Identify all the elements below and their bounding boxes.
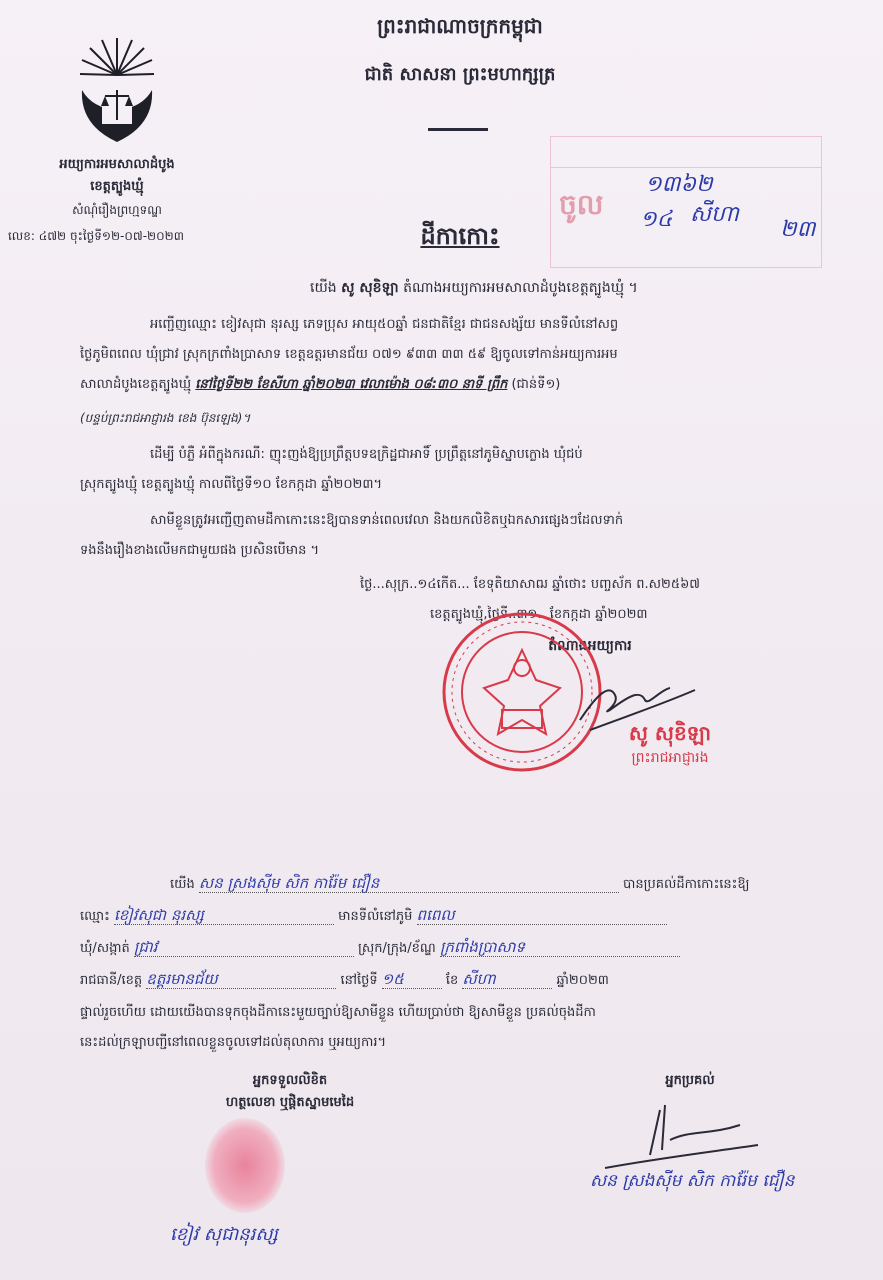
giver-handwritten-name: សន ស្រងសុីម សិក ការ៉ែម ជឿន xyxy=(590,1171,795,1191)
office-province: ខេត្តត្បូងឃ្មុំ xyxy=(90,179,144,194)
return-line4-month-label: ខែ xyxy=(445,973,459,988)
district-hand: ក្រពាំងប្រាសាទ xyxy=(440,938,680,957)
lunar-dateline: ថ្ងៃ...សុក្រ..១៤កើត... ខែទុតិយាសាឍ ឆ្នាំថោះ បញ្ចស័ក ព.ស២៥៦៧ xyxy=(360,577,700,592)
giver-signature xyxy=(600,1100,760,1170)
para3-line1: សាមីខ្លួនត្រូវអញ្ជើញតាមដីកាកោះនេះឱ្យបានទាន់ពេលវេលា និងយកលិខិតឬឯកសារផ្សេងៗដែលទាក់ xyxy=(150,513,624,528)
signer-name: សូ សុខិឡា xyxy=(628,721,712,745)
national-motto: ជាតិ សាសនា ព្រះមហាក្សត្រ xyxy=(364,64,556,85)
giver-title: អ្នកប្រគល់ xyxy=(665,1073,715,1088)
return-line1-label: យើង xyxy=(170,877,195,892)
reference-number: លេខ: ៤៧២ ចុះថ្ងៃទី១២-០៧-២០២៣ xyxy=(8,229,184,243)
return-line3-mid: ស្រុក/ក្រុង/ខ័ណ្ឌ xyxy=(358,941,436,956)
return-line3 xyxy=(80,938,870,958)
delivery-day-hand: ១៥ xyxy=(382,970,442,989)
emblem-icon xyxy=(72,30,162,150)
para1-line4: (បន្ទប់ព្រះរាជអាជ្ញារង ខេង ប៊ុនឡេង)។ xyxy=(80,411,251,425)
return-para-line2: នេះដល់ក្រឡាបញ្ជីនៅពេលខ្លួនចូលទៅដល់តុលាការ ឬអយ្យការ។ xyxy=(80,1035,387,1050)
receiver-title: អ្នកទទួលលិខិត xyxy=(252,1073,328,1088)
return-line1 xyxy=(170,874,870,894)
case-file-label: សំណុំរឿងព្រហ្មទណ្ឌ xyxy=(72,203,162,217)
para2-line2: ស្រុកត្បូងឃ្មុំ ខេត្តត្បូងឃ្មុំ កាលពីថ្ងៃទី១០ ខែកក្កដា ឆ្នាំ២០២៣។ xyxy=(80,477,383,492)
village-hand: ពពេល xyxy=(417,906,667,925)
return-para-line1: ផ្ទាល់រួចហើយ ដោយយើងបានទុកចុងដីកានេះមួយច្បាប់ឱ្យសាមីខ្លួន ហើយប្រាប់ថា ឱ្យសាមីខ្លួន ប្រគល់ចុងដីកា xyxy=(80,1005,596,1020)
document-title: ដីកាកោះ xyxy=(420,222,500,250)
received-day: ១៤ xyxy=(640,207,673,232)
received-year: ២៣ xyxy=(780,217,816,242)
server-names-hand: សន ស្រងសុីម សិក ការ៉ែម ជឿន xyxy=(199,874,619,893)
intro-line xyxy=(310,278,870,298)
intro-prefix: យើង xyxy=(310,280,337,296)
solar-dateline: ខេត្តត្បូងឃ្មុំ,ថ្ងៃទី..៣១.. ខែកក្កដា ឆ្នាំ២០២៣ xyxy=(430,607,648,622)
return-line4-label: រាជធានី/ខេត្ត xyxy=(80,973,143,988)
para1-line3-suffix: (ជាន់ទី១) xyxy=(511,377,561,392)
recipient-name-hand: ខៀវសុជា នុរស្ស xyxy=(114,906,334,925)
return-line2 xyxy=(80,906,870,926)
para3-line2: ទងនឹងរឿងខាងលើមកជាមួយផង ប្រសិនបើមាន ។ xyxy=(80,543,320,558)
para1-line3-prefix: សាលាដំបូងខេត្តត្បូងឃ្មុំ xyxy=(80,377,192,392)
para1-line3 xyxy=(80,376,870,394)
received-number: ១៣៦២ xyxy=(645,172,713,197)
para1-line2: ថ្ងៃភូមិពពេល ឃុំជ្រាវ ស្រុកក្រពាំងប្រាសាទ ខេត្តឧត្តរមានជ័យ ០៧១ ៩៣៣ ៣៣ ៥៩ ឱ្យចូលទៅកាន់អយ្យការអម xyxy=(80,347,618,362)
signer-role: ព្រះរាជអាជ្ញារង xyxy=(631,750,709,766)
delivery-month-hand: សីហា xyxy=(462,970,552,989)
appointment-datetime: នៅថ្ងៃទី២២ ខែសីហា ឆ្នាំ២០២៣ វេលាម៉ោង ០៨:៣០ នាទី ព្រឹក xyxy=(195,377,508,392)
stamp-label: ចូល xyxy=(559,188,604,221)
return-line4-year: ឆ្នាំ២០២៣ xyxy=(556,973,609,988)
received-stamp xyxy=(550,136,822,268)
motto-divider xyxy=(428,128,488,131)
province-hand: ឧត្តរមានជ័យ xyxy=(146,970,336,989)
para2-line1: ដើម្បី បំភ្លឺ អំពីក្នុងករណី: ញុះញង់ឱ្យប្រព្រឹត្តបទឧក្រិដ្ឋជាអាទិ៍ ប្រព្រឹត្តនៅភូមិស្នាបក្លោង ឃុំជប់ xyxy=(150,447,583,462)
return-line2-label: ឈ្មោះ xyxy=(80,909,110,924)
kingdom-heading: ព្រះរាជាណាចក្រកម្ពុជា xyxy=(377,14,543,38)
receiver-handwritten-name: ខៀវ សុជានុរស្ស xyxy=(170,1224,278,1245)
return-line1-end: បានប្រគល់ដីកាកោះនេះឱ្យ xyxy=(623,877,750,892)
office-name: អយ្យការអមសាលាដំបូង xyxy=(59,157,175,172)
signer-title: តំណាងអយ្យការ xyxy=(548,638,632,654)
received-month: សីហា xyxy=(690,202,739,227)
return-line2-mid: មានទីលំនៅភូមិ xyxy=(338,909,413,924)
para1-line1: អញ្ជើញឈ្មោះ ខៀវសុជា នុរស្ស ភេទប្រុស អាយុ៥០ឆ្នាំ ជនជាតិខ្មែរ ជាជនសង្ស័យ មានទីលំនៅសព្វ xyxy=(150,317,619,332)
stamp-header xyxy=(551,137,821,168)
return-line4-mid: នៅថ្ងៃទី xyxy=(340,973,378,988)
fingerprint-mark xyxy=(205,1118,285,1213)
commune-hand: ជ្រាវ xyxy=(134,938,354,957)
return-line4 xyxy=(80,970,870,990)
prosecutor-name: សូ សុខិឡា xyxy=(341,280,399,296)
return-line3-label: ឃុំ/សង្កាត់ xyxy=(80,941,130,956)
intro-rest: តំណាងអយ្យការអមសាលាដំបូងខេត្តត្បូងឃ្មុំ ។ xyxy=(403,280,638,296)
receiver-subtitle: ហត្ថលេខា ឬផ្តិតស្នាមមេដៃ xyxy=(225,1095,355,1110)
